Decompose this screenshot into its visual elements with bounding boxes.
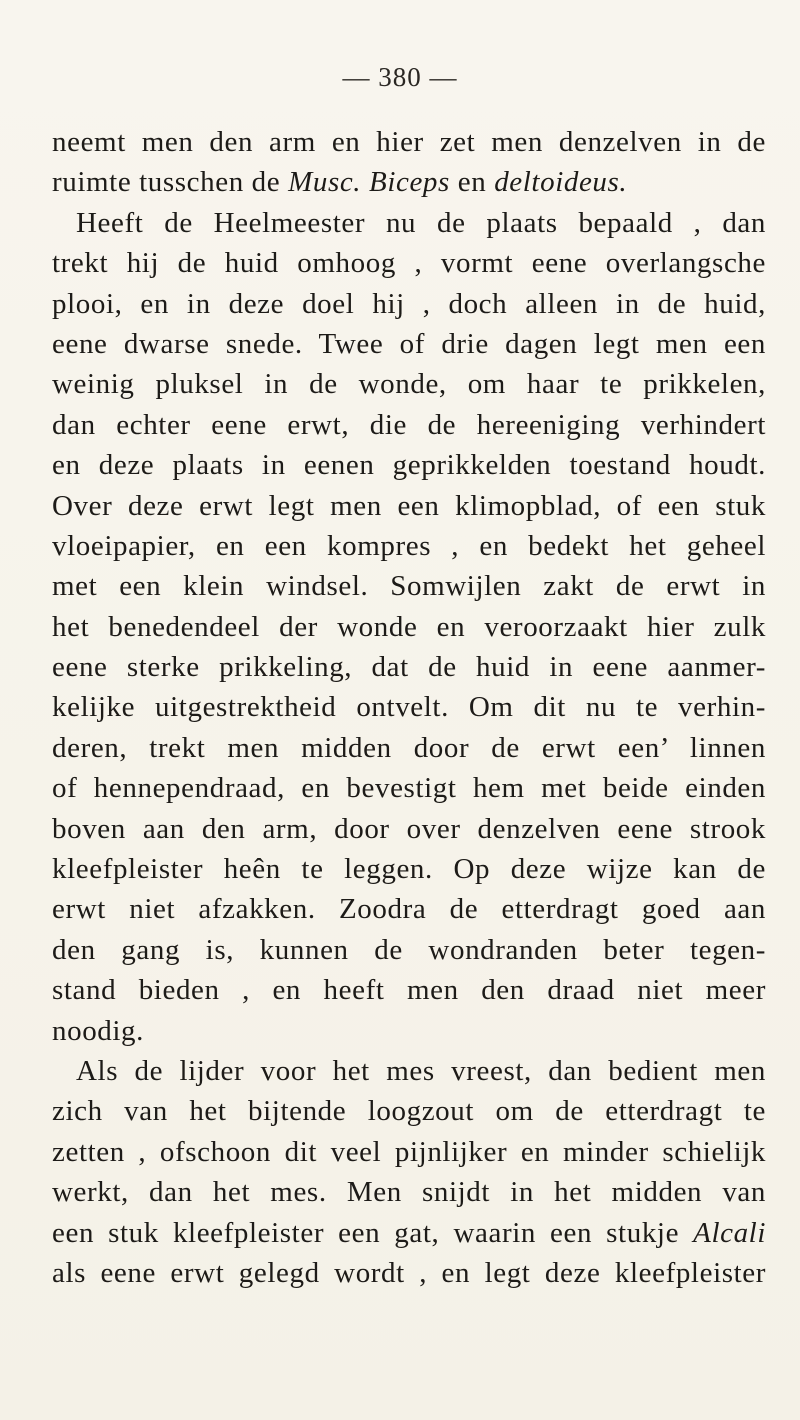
text-run: met een klein windsel. Somwijlen zakt de erwt in	[52, 570, 766, 603]
text-line	[52, 687, 766, 727]
text-run: en	[449, 166, 495, 199]
text-line	[52, 162, 766, 202]
text-run: een stuk kleefpleister een gat, waarin een stukje	[52, 1216, 694, 1249]
text-line	[52, 486, 766, 526]
text-run: kelijke uitgestrektheid ontvelt. Om dit nu te verhin-	[52, 691, 766, 724]
text-run: stand bieden , en heeft men den draad niet meer	[52, 974, 766, 1007]
text-line	[52, 607, 766, 647]
text-line	[52, 1011, 766, 1051]
text-line	[52, 445, 766, 485]
text-line	[52, 1051, 766, 1091]
text-run: of hennependraad, en bevestigt hem met beide einden	[52, 772, 766, 805]
text-run: zich van het bijtende loogzout om de etterdragt te	[52, 1095, 766, 1128]
body-text	[52, 122, 766, 1293]
page-number-header: — 380 —	[342, 62, 458, 92]
text-run: plooi, en in deze doel hij , doch alleen in de huid,	[52, 287, 766, 320]
text-run: eene sterke prikkeling, dat de huid in eene aanmer-	[52, 651, 766, 684]
text-line	[52, 1091, 766, 1131]
text-run: neemt men den arm en hier zet men denzelven in de	[52, 126, 766, 158]
text-run: werkt, dan het mes. Men snijdt in het midden van	[52, 1176, 766, 1209]
text-line	[52, 405, 766, 445]
text-run: den gang is, kunnen de wondranden beter tegen-	[52, 933, 766, 966]
text-run: deren, trekt men midden door de erwt een’ linnen	[52, 731, 766, 764]
text-run: Heeft de Heelmeester nu de plaats bepaald , dan	[76, 206, 766, 239]
text-line	[52, 122, 766, 162]
text-run: kleefpleister heên te leggen. Op deze wijze kan de	[52, 853, 766, 886]
text-run: eene dwarse snede. Twee of drie dagen legt men een	[52, 327, 766, 360]
text-run: zetten , ofschoon dit veel pijnlijker en minder schielijk	[52, 1135, 766, 1168]
text-line	[52, 1132, 766, 1172]
text-line	[52, 364, 766, 404]
text-line	[52, 728, 766, 768]
text-run: boven aan den arm, door over denzelven eene strook	[52, 812, 766, 845]
text-run: vloeipapier, en een kompres , en bedekt het geheel	[52, 529, 766, 562]
text-line	[52, 809, 766, 849]
italic-term: deltoideus.	[494, 166, 628, 199]
text-run: en deze plaats in eenen geprikkelden toestand houdt.	[52, 449, 766, 482]
text-line	[52, 243, 766, 283]
text-run: noodig.	[52, 1014, 145, 1047]
italic-term: Alcali	[693, 1216, 766, 1249]
italic-term: Musc. Biceps	[288, 166, 450, 199]
text-run: als eene erwt gelegd wordt , en legt deze kleefpleister	[52, 1256, 766, 1289]
text-line	[52, 889, 766, 929]
text-run: erwt niet afzakken. Zoodra de etterdragt goed aan	[52, 893, 766, 926]
text-line	[52, 849, 766, 889]
text-line	[52, 526, 766, 566]
text-run: dan echter eene erwt, die de hereeniging verhindert	[52, 408, 766, 441]
text-line	[52, 768, 766, 808]
text-line	[52, 203, 766, 243]
text-line	[52, 1253, 766, 1293]
text-line	[52, 1172, 766, 1212]
text-line	[52, 1213, 766, 1253]
text-line	[52, 284, 766, 324]
text-line	[52, 970, 766, 1010]
text-run: trekt hij de huid omhoog , vormt eene overlangsche	[52, 247, 766, 280]
text-line	[52, 647, 766, 687]
text-line	[52, 930, 766, 970]
text-run: het benedendeel der wonde en veroorzaakt hier zulk	[52, 610, 766, 643]
text-run: weinig pluksel in de wonde, om haar te prikkelen,	[52, 368, 766, 401]
text-line	[52, 324, 766, 364]
text-run: ruimte tusschen de	[52, 166, 289, 199]
text-run: Als de lijder voor het mes vreest, dan bedient men	[76, 1054, 766, 1087]
text-line	[52, 566, 766, 606]
text-run: Over deze erwt legt men een klimopblad, of een stuk	[52, 489, 766, 522]
